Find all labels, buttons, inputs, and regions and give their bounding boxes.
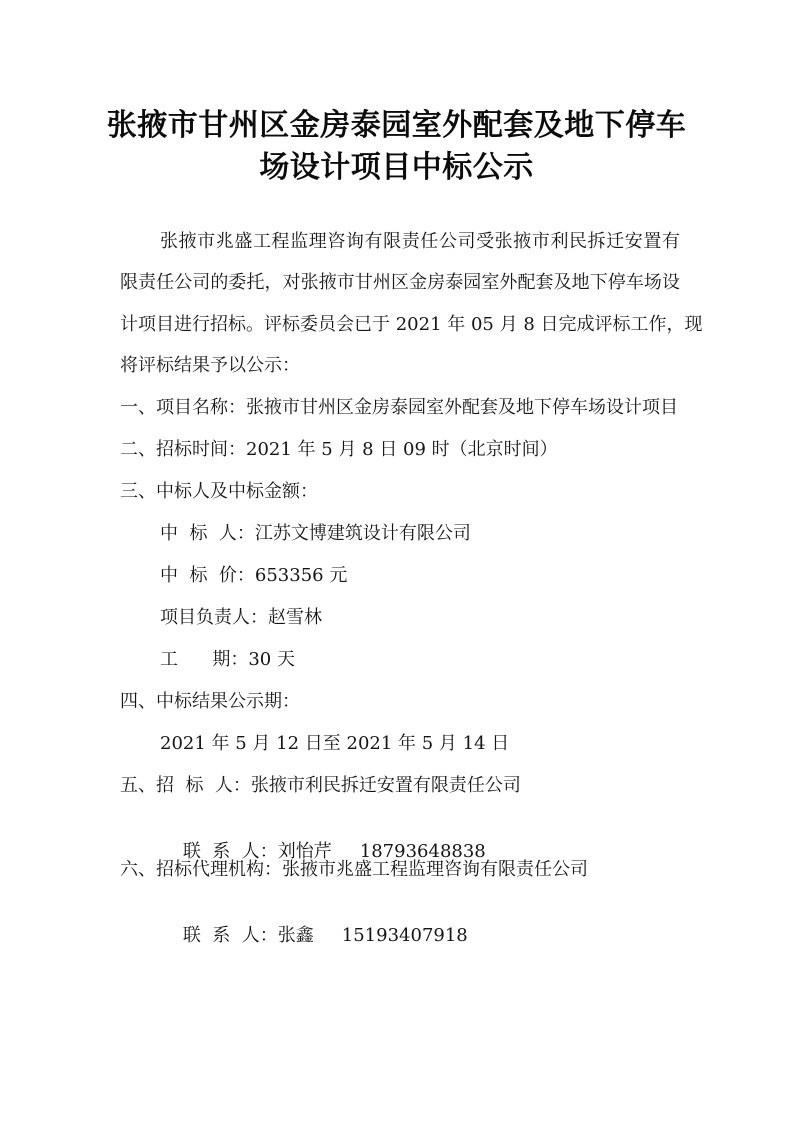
intro-line-3: 计项目进行招标。评标委员会已于 2021 年 05 月 8 日完成评标工作，现 [120,314,703,335]
tenderer-contact-phone: 18793648838 [359,841,486,862]
winner-price: 中 标 价：653356 元 [160,565,348,586]
notice-title-line-2: 场设计项目中标公示 [259,150,534,185]
section-agency: 六、招标代理机构：张掖市兆盛工程监理咨询有限责任公司 [120,859,588,880]
section-tenderer: 五、招 标 人：张掖市利民拆迁安置有限责任公司 [120,775,521,796]
tenderer-contact-name: 联 系 人：刘怡芹 [182,841,332,862]
project-manager: 项目负责人：赵雪林 [160,607,322,628]
winner-name: 中 标 人：江苏文博建筑设计有限公司 [160,523,471,544]
intro-line-2: 限责任公司的委托，对张掖市甘州区金房泰园室外配套及地下停车场设 [120,272,680,293]
agency-contact-name: 联 系 人：张鑫 [182,925,314,946]
section-winner-heading: 三、中标人及中标金额： [120,481,318,502]
agency-contact-phone: 15193407918 [341,925,468,946]
section-period-heading: 四、中标结果公示期： [120,691,300,712]
intro-line-4: 将评标结果予以公示： [120,355,300,376]
intro-line-1: 张掖市兆盛工程监理咨询有限责任公司受张掖市利民拆迁安置有 [160,231,680,252]
section-project-name: 一、项目名称：张掖市甘州区金房泰园室外配套及地下停车场设计项目 [120,397,678,418]
publicity-period: 2021 年 5 月 12 日至 2021 年 5 月 14 日 [160,733,510,754]
project-duration: 工 期：30 天 [160,649,295,670]
notice-title-line-1: 张掖市甘州区金房泰园室外配套及地下停车 [106,108,687,143]
section-bid-time: 二、招标时间：2021 年 5 月 8 日 09 时（北京时间） [120,439,558,460]
agency-contact [160,900,468,972]
